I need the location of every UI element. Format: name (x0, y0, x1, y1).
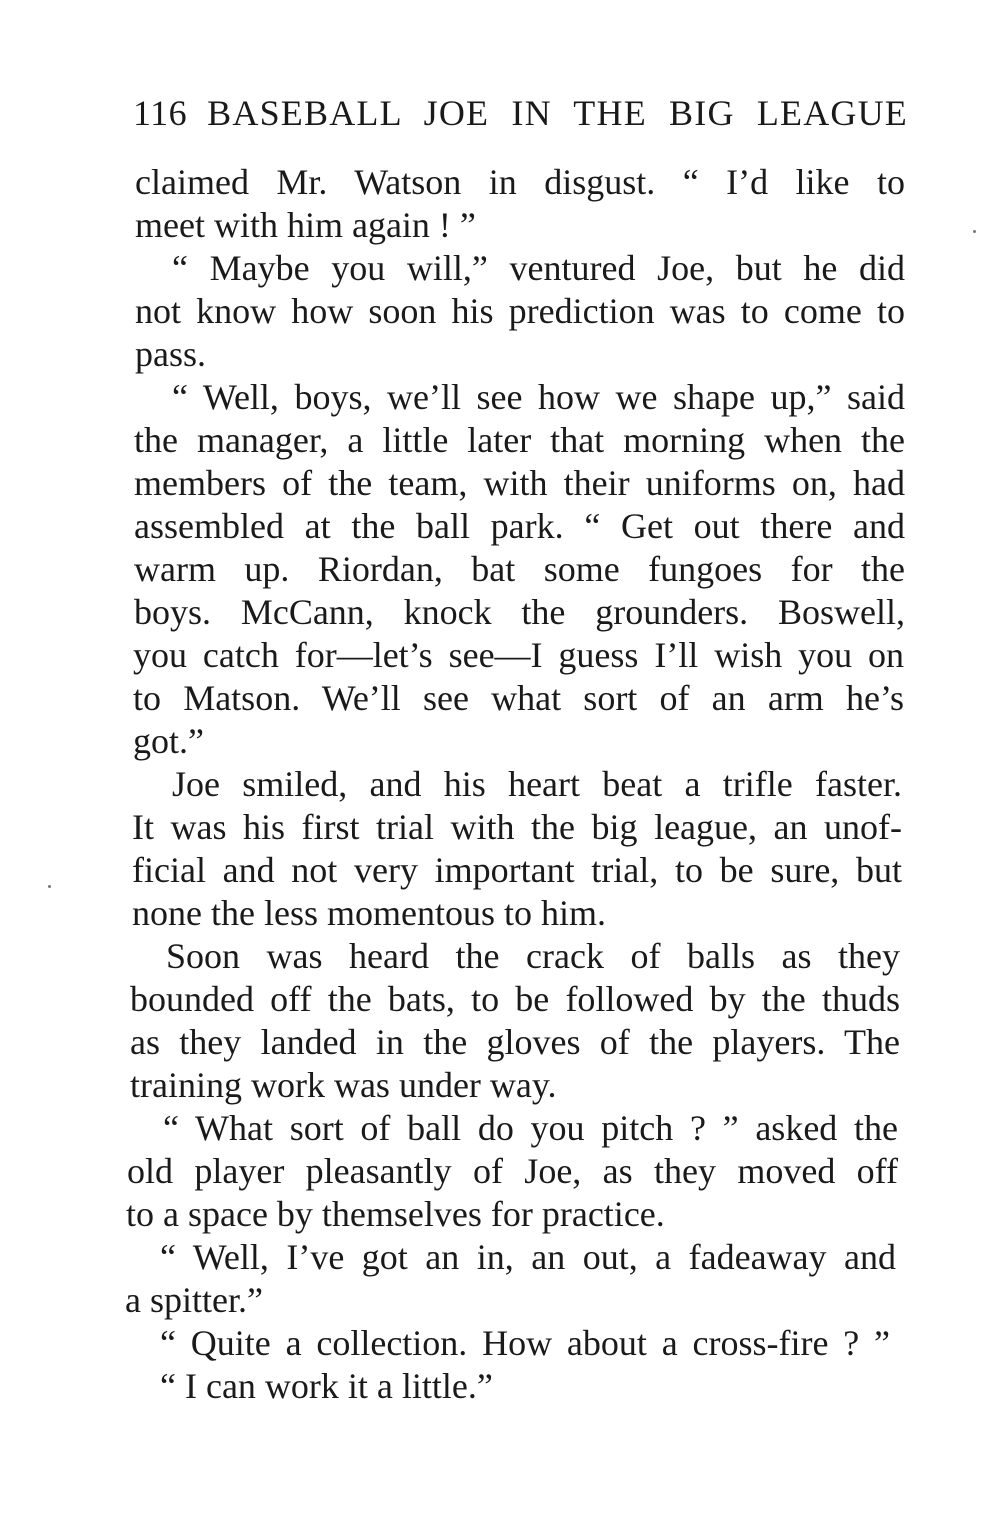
text-line: to a space by themselves for practice. (126, 1194, 665, 1234)
text-line: as they landed in the gloves of the players. The (130, 1022, 900, 1062)
paragraph-first-line: “ Maybe you will,” ventured Joe, but he did (172, 248, 905, 288)
text-line: the manager, a little later that morning when the (134, 420, 905, 460)
text-line: assembled at the ball park. “ Get out there and (134, 506, 905, 546)
paper-speck (48, 885, 51, 888)
page-number: 116 (133, 93, 188, 133)
paper-speck (973, 230, 976, 233)
text-line: warm up. Riordan, bat some fungoes for the (134, 549, 905, 589)
text-line: not know how soon his prediction was to come to (135, 291, 905, 331)
text-line: It was his first trial with the big league, an unof- (132, 807, 902, 847)
text-line: claimed Mr. Watson in disgust. “ I’d like to (135, 162, 905, 202)
paragraph-first-line: “ Well, I’ve got an in, an out, a fadeaway and (160, 1237, 896, 1277)
text-line: old player pleasantly of Joe, as they moved off (127, 1151, 898, 1191)
paragraph-first-line: Joe smiled, and his heart beat a trifle faster. (172, 764, 902, 804)
text-line: none the less momentous to him. (132, 893, 606, 933)
text-line: pass. (135, 334, 206, 374)
paragraph-first-line: “ What sort of ball do you pitch ? ” asked the (163, 1108, 898, 1148)
book-title: BASEBALL JOE IN THE BIG LEAGUE (207, 93, 908, 133)
text-line: you catch for—let’s see—I guess I’ll wish you on (133, 635, 904, 675)
text-line: boys. McCann, knock the grounders. Boswell, (134, 592, 905, 632)
text-line: bounded off the bats, to be followed by the thuds (130, 979, 900, 1019)
text-line: got.” (133, 721, 204, 761)
text-line: a spitter.” (125, 1280, 263, 1320)
text-line: to Matson. We’ll see what sort of an arm he’s (133, 678, 904, 718)
text-line: meet with him again ! ” (135, 205, 476, 245)
paragraph-first-line: Soon was heard the crack of balls as they (166, 936, 900, 976)
text-line: training work was under way. (130, 1065, 557, 1105)
paragraph-first-line: “ Well, boys, we’ll see how we shape up,” said (172, 377, 905, 417)
text-line: ficial and not very important trial, to be sure, but (132, 850, 902, 890)
text-line: members of the team, with their uniforms on, had (134, 463, 905, 503)
paragraph-first-line: “ Quite a collection. How about a cross-fire ? ” (160, 1323, 890, 1363)
paragraph-first-line: “ I can work it a little.” (160, 1366, 493, 1406)
